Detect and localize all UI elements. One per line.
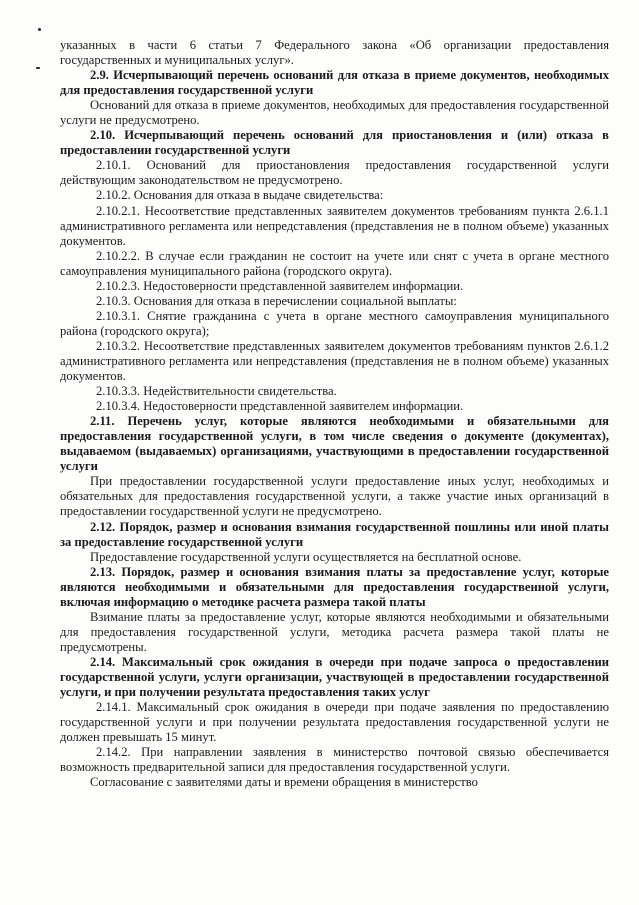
- section-heading: 2.10. Исчерпывающий перечень оснований для приостановления и (или) отказа в предоставлении государственной услуги: [60, 128, 609, 158]
- section-heading: 2.12. Порядок, размер и основания взимания государственной пошлины или иной платы за предоставление государственной услуги: [60, 519, 609, 549]
- scan-speck: [38, 28, 41, 31]
- section-heading: 2.9. Исчерпывающий перечень оснований для отказа в приеме документов, необходимых для предоставления государственной услуги: [60, 68, 609, 98]
- body-paragraph: 2.10.2.3. Недостоверности представленной заявителем информации.: [96, 278, 464, 293]
- body-paragraph: 2.10.3.3. Недействительности свидетельства.: [96, 384, 337, 399]
- body-paragraph: 2.10.2. Основания для отказа в выдаче свидетельства:: [96, 188, 384, 203]
- body-paragraph: 2.10.3.4. Недостоверности представленной заявителем информации.: [96, 399, 464, 414]
- body-paragraph: 2.14.1. Максимальный срок ожидания в очереди при подаче заявления по предоставлению государственной услуги и при получении результата предоставления государственной услуги не должен превышать 15 минут.: [60, 700, 609, 745]
- scan-speck: [36, 67, 40, 69]
- body-paragraph: При предоставлении государственной услуги предоставление иных услуг, необходимых и обязательных для предоставления государственной услуги, а также участие иных организаций в предоставлении государственной услуги не предусмотрено.: [60, 474, 609, 519]
- body-paragraph: 2.10.1. Оснований для приостановления предоставления государственной услуги действующим законодательством не предусмотрено.: [60, 158, 609, 188]
- body-paragraph: 2.14.2. При направлении заявления в министерство почтовой связью обеспечивается возможность предварительной записи для предоставления государственной услуги.: [60, 745, 609, 775]
- body-paragraph: указанных в части 6 статьи 7 Федерального закона «Об организации предоставления государственных и муниципальных услуг».: [60, 38, 609, 68]
- body-paragraph: 2.10.3.2. Несоответствие представленных заявителем документов требованиям пунктов 2.6.1.2 административного регламента или непредставления (представления не в полном объеме) указанных документов.: [60, 338, 609, 384]
- body-paragraph: Согласование с заявителями даты и времени обращения в министерство: [90, 775, 478, 790]
- section-heading: 2.13. Порядок, размер и основания взимания платы за предоставление услуг, которые являются необходимыми и обязательными для предоставления государственной услуги, включая информацию о методике расчета размера такой платы: [60, 564, 609, 609]
- section-heading: 2.11. Перечень услуг, которые являются необходимыми и обязательными для предоставления государственной услуги, в том числе сведения о документе (документах), выдаваемом (выдаваемых) организациями, участвующими в предоставлении государственной услуги: [60, 414, 609, 474]
- body-paragraph: Оснований для отказа в приеме документов, необходимых для предоставления государственной услуги не предусмотрено.: [60, 98, 609, 128]
- document-body: [60, 38, 609, 790]
- body-paragraph: 2.10.3. Основания для отказа в перечислении социальной выплаты:: [96, 293, 457, 308]
- body-paragraph: Взимание платы за предоставление услуг, которые являются необходимыми и обязательными для предоставления государственной услуги, методика расчета размера такой платы не предусмотрены.: [60, 609, 609, 654]
- section-heading: 2.14. Максимальный срок ожидания в очереди при подаче запроса о предоставлении государственной услуги, услуги организации, участвующей в предоставлении государственной услуги, и при получении результата предоставления таких услуг: [60, 654, 609, 700]
- body-paragraph: 2.10.2.2. В случае если гражданин не состоит на учете или снят с учета в органе местного самоуправления муниципального района (городского округа).: [60, 248, 609, 278]
- body-paragraph: Предоставление государственной услуги осуществляется на бесплатной основе.: [90, 549, 522, 564]
- body-paragraph: 2.10.2.1. Несоответствие представленных заявителем документов требованиям пункта 2.6.1.1 административного регламента или непредставления (представления не в полном объеме) указанных документов.: [60, 203, 609, 248]
- body-paragraph: 2.10.3.1. Снятие гражданина с учета в органе местного самоуправления муниципального района (городского округа);: [60, 308, 609, 338]
